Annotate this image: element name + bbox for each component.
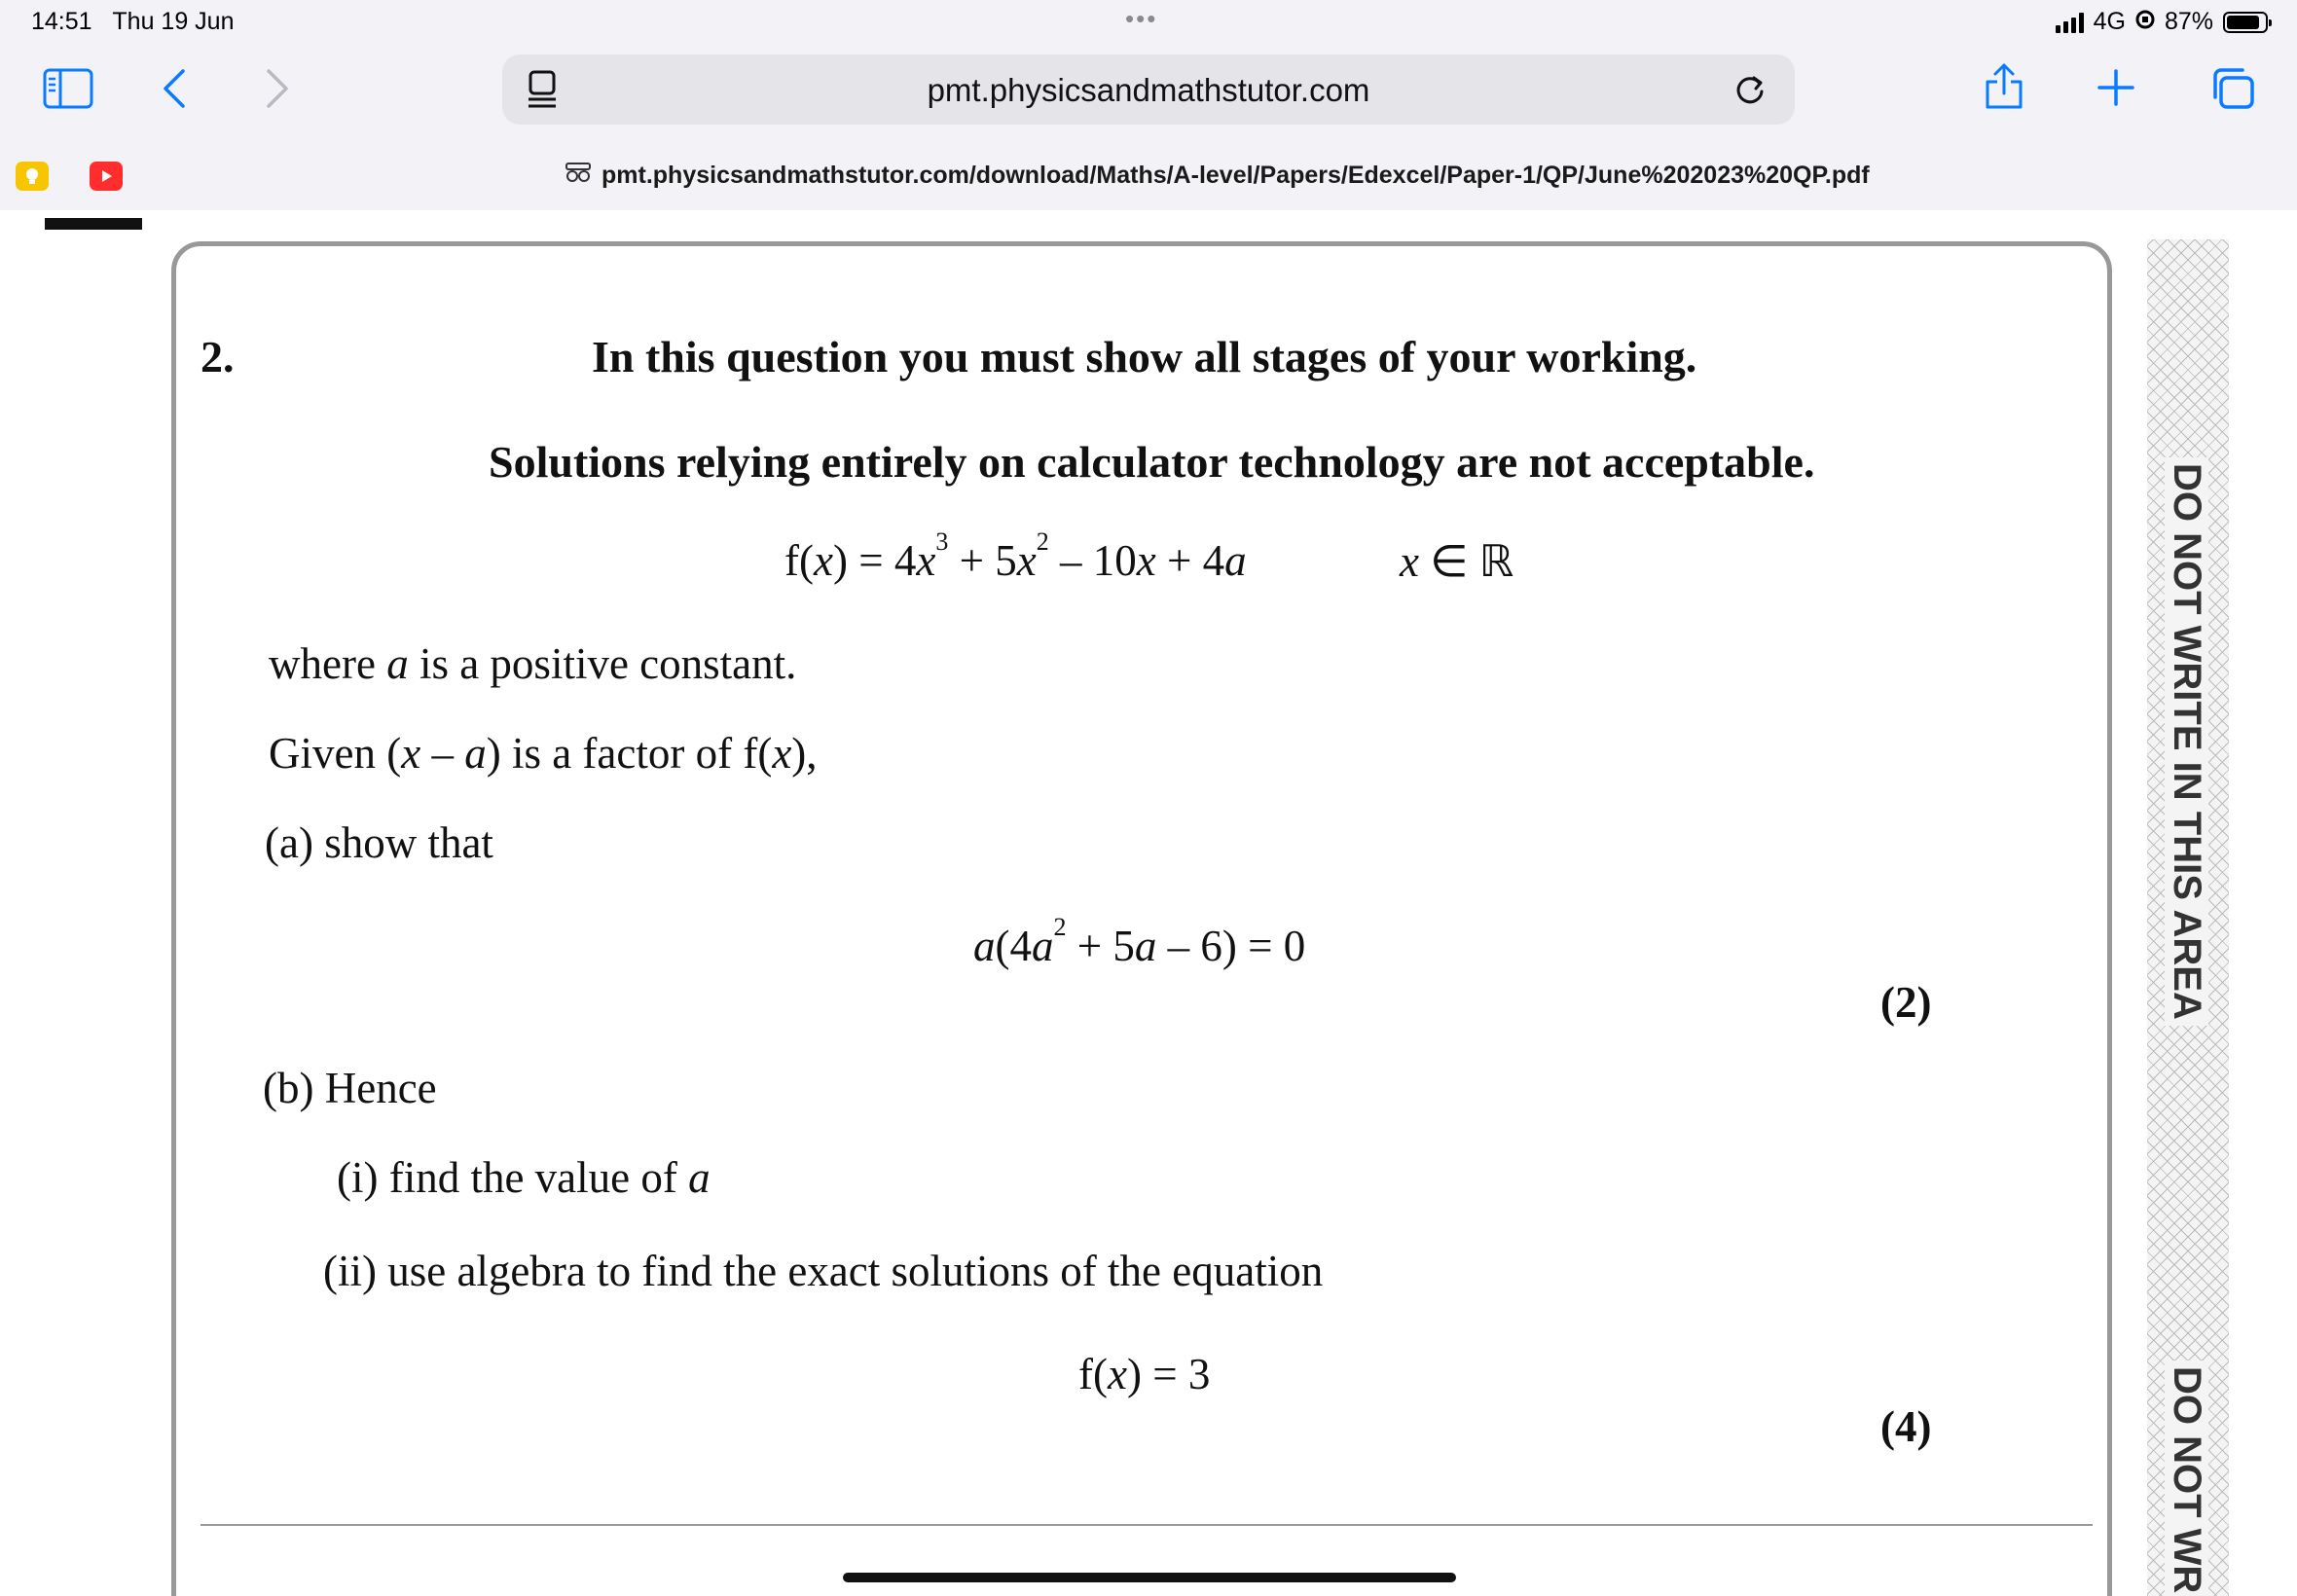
pdf-page[interactable] — [0, 210, 2297, 1596]
status-time: 14:51 Thu 19 Jun — [31, 8, 235, 35]
new-tab-icon[interactable] — [2096, 68, 2135, 112]
network-label: 4G — [2093, 8, 2126, 35]
tab-strip — [0, 140, 2297, 211]
instruction-calculator: Solutions relying entirely on calculator technology are not acceptable. — [489, 437, 1815, 487]
back-icon[interactable] — [162, 68, 187, 114]
notes-favicon[interactable] — [16, 162, 49, 191]
youtube-favicon[interactable] — [90, 162, 123, 191]
share-icon[interactable] — [1984, 62, 2024, 116]
status-bar — [0, 0, 2297, 47]
battery-icon — [2223, 12, 2268, 33]
browser-toolbar — [0, 47, 2297, 140]
margin-hatch — [2147, 239, 2229, 1596]
marks-part-a: (2) — [1880, 978, 1932, 1027]
part-b-equation: f(x) = 3 — [1078, 1350, 1211, 1398]
home-indicator[interactable] — [843, 1573, 1456, 1582]
tabs-icon[interactable] — [2209, 66, 2256, 116]
signal-icon — [2056, 12, 2084, 33]
page-marker-bar — [45, 218, 142, 230]
status-indicators — [2056, 8, 2268, 36]
given-statement: Given (x – a) is a factor of f(x), — [269, 729, 818, 778]
battery-percent: 87% — [2164, 8, 2213, 35]
part-b-i: (i) find the value of a — [337, 1153, 711, 1202]
instruction-working: In this question you must show all stages of your working. — [592, 332, 1697, 381]
part-b-label: (b) Hence — [263, 1064, 437, 1112]
function-equation: $f(x) = 4x^3 + 5x^2 - 10x + 4a$ — [784, 527, 1247, 585]
forward-icon[interactable] — [265, 68, 290, 114]
sidebar-icon[interactable] — [43, 68, 93, 114]
tab-title[interactable] — [565, 162, 1870, 190]
reader-glasses-icon — [565, 162, 592, 190]
part-a-equation: $a(4a^2 + 5a - 6) = 0$ — [973, 913, 1306, 970]
marks-part-b: (4) — [1880, 1402, 1932, 1451]
multitasking-dots[interactable]: ••• — [1125, 4, 1158, 33]
function-domain: x ∈ ℝ — [1400, 537, 1514, 586]
address-bar[interactable] — [502, 54, 1795, 125]
orientation-lock-icon — [2135, 8, 2155, 36]
reload-icon[interactable] — [1732, 72, 1768, 112]
where-statement: where a is a positive constant. — [269, 639, 797, 688]
margin-warning-2: DO NOT WR — [2165, 1360, 2208, 1596]
battery-fill — [2227, 16, 2259, 29]
address-host: pmt.physicsandmathstutor.com — [927, 72, 1370, 108]
part-b-ii: (ii) use algebra to find the exact solutions of the equation — [323, 1247, 1324, 1295]
tab-url-text: pmt.physicsandmathstutor.com/download/Maths/A-level/Papers/Edexcel/Paper-1/QP/June%202023%20QP.pdf — [602, 162, 1870, 189]
question-number: 2. — [201, 332, 235, 381]
section-divider — [201, 1524, 2093, 1526]
part-a-label: (a) show that — [265, 818, 493, 867]
margin-warning-1: DO NOT WRITE IN THIS AREA — [2165, 457, 2208, 1026]
